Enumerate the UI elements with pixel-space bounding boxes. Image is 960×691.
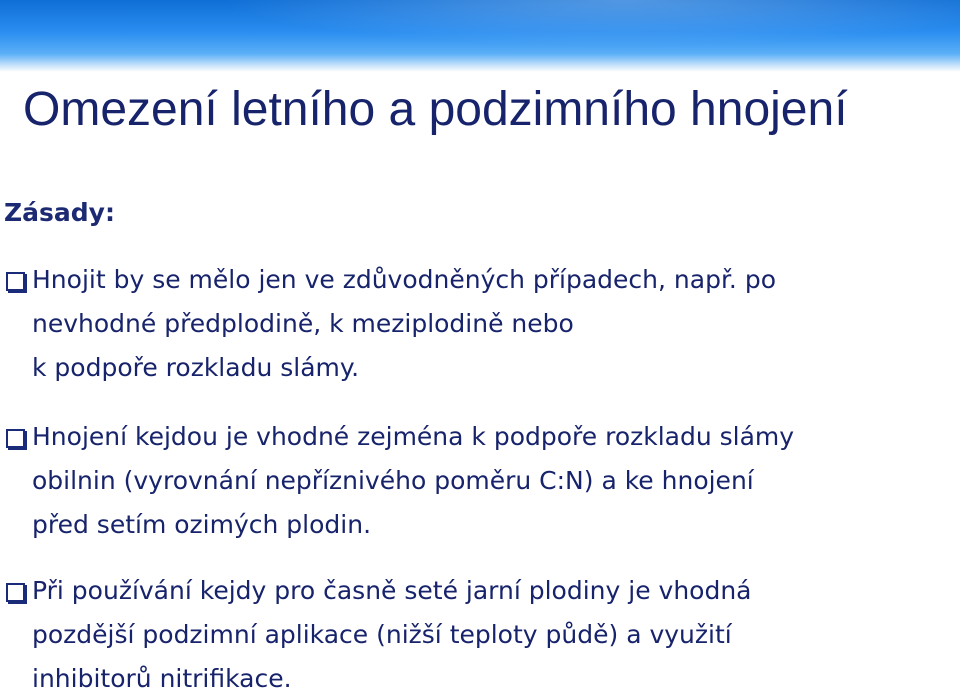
bullet-item-3-line-1: Při používání kejdy pro časně seté jarní plodiny je vhodná — [32, 576, 752, 605]
bullet-item-1-line-3: k podpoře rozkladu slámy. — [32, 353, 360, 382]
section-label: Zásady: — [4, 198, 115, 227]
hollow-square-bullet-icon — [6, 583, 25, 602]
slide-title: Omezení letního a podzimního hnojení — [23, 83, 848, 136]
hollow-square-bullet-icon — [6, 429, 25, 448]
bullet-item-1-line-1: Hnojit by se mělo jen ve zdůvodněných případech, např. po — [32, 265, 776, 294]
bullet-item-1-line-2: nevhodné předplodině, k meziplodině nebo — [32, 309, 574, 338]
bullet-item-2-line-3: před setím ozimých plodin. — [32, 510, 372, 539]
bullet-item-2 — [6, 415, 946, 547]
header-banner — [0, 0, 960, 72]
bullet-item-3 — [6, 569, 946, 691]
bullet-item-2-line-2: obilnin (vyrovnání nepříznivého poměru C:N) a ke hnojení — [32, 466, 754, 495]
bullet-item-3-line-3: inhibitorů nitrifikace. — [32, 664, 292, 691]
bullet-item-3-line-2: pozdější podzimní aplikace (nižší teploty půdě) a využití — [32, 620, 732, 649]
header-banner-sheen — [0, 0, 960, 72]
bullet-item-2-line-1: Hnojení kejdou je vhodné zejména k podpoře rozkladu slámy — [32, 422, 795, 451]
hollow-square-bullet-icon — [6, 272, 25, 291]
bullet-item-1 — [6, 258, 946, 390]
